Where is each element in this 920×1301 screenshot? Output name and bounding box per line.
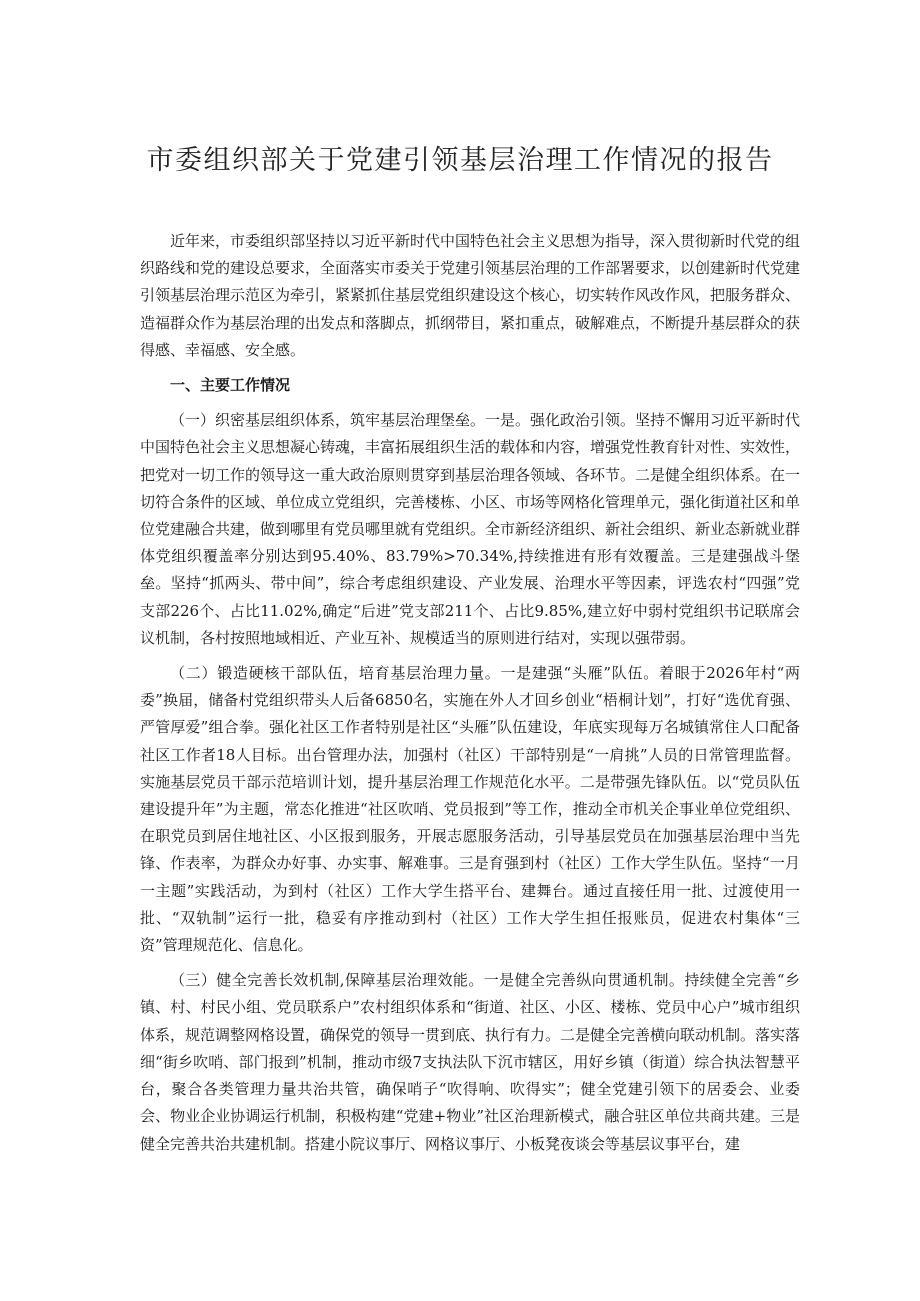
paragraph-cadre-team: （二）锻造硬核干部队伍，培育基层治理力量。一是建强“头雁”队伍。着眼于2026年村“两委”换届，储备村党组织带头人后备6850名，实施在外人才回乡创业“梧桐计划”，打好“选优育强、严管厚爱”组合拳。强化社区工作者特别是社区“头雁”队伍建设，年底实现每万名城镇常住人口配备社区工作者18人目标。出台管理办法，加强村（社区）干部特别是“一肩挑”人员的日常管理监督。实施基层党员干部示范培训计划，提升基层治理工作规范化水平。二是带强先锋队伍。以“党员队伍建设提升年”为主题，常态化推进“社区吹哨、党员报到”等工作，推动全市机关企事业单位党组织、在职党员到居住地社区、小区报到服务，开展志愿服务活动，引导基层党员在加强基层治理中当先锋、作表率，为群众办好事、办实事、解难事。三是育强到村（社区）工作大学生队伍。坚持“一月一主题”实践活动，为到村（社区）工作大学生搭平台、建舞台。通过直接任用一批、过渡使用一批、“双轨制”运行一批，稳妥有序推动到村（社区）工作大学生担任报账员，促进农村集体“三资”管理规范化、信息化。	[140, 664, 800, 955]
intro-paragraph: 近年来，市委组织部坚持以习近平新时代中国特色社会主义思想为指导，深入贯彻新时代党的组织路线和党的建设总要求，全面落实市委关于党建引领基层治理的工作部署要求，以创建新时代党建引领基层治理示范区为牵引，紧紧抓住基层党组织建设这个核心，切实转作风改作风，把服务群众、造福群众作为基层治理的出发点和落脚点，抓纲带目，紧扣重点，破解难点，不断提升基层群众的获得感、幸福感、安全感。	[140, 232, 801, 359]
page-title: 市委组织部关于党建引领基层治理工作情况的报告	[146, 145, 774, 176]
paragraph-organization-system: （一）织密基层组织体系，筑牢基层治理堡垒。一是。强化政治引领。坚持不懈用习近平新时代中国特色社会主义思想凝心铸魂，丰富拓展组织生活的载体和内容，增强党性教育针对性、实效性，把党对一切工作的领导这一重大政治原则贯穿到基层治理各领域、各环节。二是健全组织体系。在一切符合条件的区域、单位成立党组织，完善楼栋、小区、市场等网格化管理单元，强化街道社区和单位党建融合共建，做到哪里有党员哪里就有党组织。全市新经济组织、新社会组织、新业态新就业群体党组织覆盖率分别达到95.40%、83.79%>70.34%,持续推进有形有效覆盖。三是建强战斗堡垒。坚持“抓两头、带中间”，综合考虑组织建设、产业发展、治理水平等因素，评选农村“四强”党支部226个、占比11.02%,确定“后进”党支部211个、占比9.85%,建立好中弱村党组织书记联席会议机制，各村按照地域相近、产业互补、规模适当的原则进行结对，实现以强带弱。	[140, 411, 801, 647]
paragraph-long-term-mechanism: （三）健全完善长效机制,保障基层治理效能。一是健全完善纵向贯通机制。持续健全完善“乡镇、村、村民小组、党员联系户”农村组织体系和“街道、社区、小区、楼栋、党员中心户”城市组织体系，规范调整网格设置，确保党的领导一贯到底、执行有力。二是健全完善横向联动机制。落实落细“街乡吹哨、部门报到”机制，推动市级7支执法队下沉市辖区，用好乡镇（街道）综合执法智慧平台，聚合各类管理力量共治共管，确保哨子“吹得响、吹得实”；健全党建引领下的居委会、业委会、物业企业协调运行机制，积极构建“党建+物业”社区治理新模式，融合驻区单位共商共建。三是健全完善共治共建机制。搭建小院议事厅、网格议事厅、小板凳夜谈会等基层议事平台，建	[140, 971, 801, 1153]
document-body	[140, 228, 800, 1166]
section-heading: 一、主要工作情况	[170, 376, 291, 395]
